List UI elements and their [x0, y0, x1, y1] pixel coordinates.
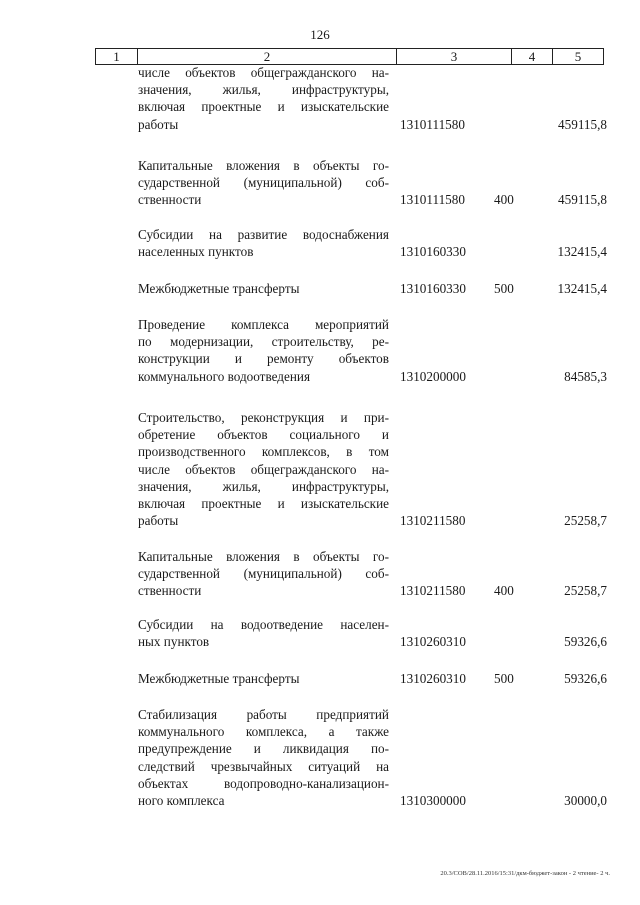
row-description — [138, 616, 389, 650]
row-code: 1310160330 — [400, 281, 466, 296]
row-code: 1310200000 — [400, 368, 466, 384]
description-line: Строительство, реконструкция и при- — [138, 410, 389, 425]
description-line: Капитальные вложения в объекты го- — [138, 158, 389, 173]
row-description — [138, 316, 389, 385]
description-line: включая проектные и изыскательские — [138, 496, 389, 512]
description-line: ственности — [138, 192, 202, 208]
description-line: значения, жилья, инфраструктуры, — [138, 478, 389, 494]
row-code: 1310111580 — [400, 192, 465, 208]
row-expense-type: 400 — [494, 192, 514, 208]
row-code: 1310211580 — [400, 583, 466, 599]
description-line: сударственной (муниципальной) соб- — [138, 175, 389, 191]
description-line: работы — [138, 116, 179, 132]
description-line: Межбюджетные трансферты — [138, 281, 300, 296]
row-amount: 59326,6 — [564, 634, 607, 650]
row-expense-type: 500 — [494, 281, 514, 296]
description-line: ных пунктов — [138, 634, 210, 650]
row-description — [138, 706, 389, 809]
header-col-5: 5 — [552, 49, 603, 64]
row-code: 1310160330 — [400, 244, 466, 260]
description-line: числе объектов общегражданского на- — [138, 461, 389, 477]
page-number: 126 — [310, 27, 330, 42]
row-amount: 132415,4 — [557, 281, 607, 296]
row-description — [138, 64, 389, 133]
row-amount: 459115,8 — [558, 192, 607, 208]
description-line: сударственной (муниципальной) соб- — [138, 566, 389, 582]
description-line: работы — [138, 513, 179, 529]
row-amount: 30000,0 — [564, 793, 607, 808]
description-line: Капитальные вложения в объекты го- — [138, 549, 389, 564]
row-amount: 25258,7 — [564, 513, 607, 529]
row-description — [138, 157, 389, 209]
table-header — [95, 48, 604, 65]
row-description — [138, 280, 389, 297]
row-expense-type: 400 — [494, 583, 514, 599]
description-line: значения, жилья, инфраструктуры, — [138, 82, 389, 98]
description-line: Межбюджетные трансферты — [138, 671, 300, 686]
description-line: объектах водопроводно-канализацион- — [138, 775, 389, 791]
row-amount: 84585,3 — [564, 368, 607, 384]
header-col-4: 4 — [511, 49, 552, 64]
description-line: по модернизации, строительству, ре- — [138, 334, 389, 350]
row-code: 1310111580 — [400, 116, 465, 132]
row-code: 1310300000 — [400, 793, 466, 808]
header-col-1: 1 — [113, 49, 120, 64]
row-code: 1310260310 — [400, 671, 466, 686]
footer-reference: 20.3/СОВ/28.11.2016/15:31/дкм-бюджет-закон - 2 чтение- 2 ч. — [440, 870, 610, 877]
row-description — [138, 548, 389, 600]
description-line: Субсидии на развитие водоснабжения — [138, 227, 389, 242]
description-line: Стабилизация работы предприятий — [138, 707, 389, 722]
row-code: 1310260310 — [400, 634, 466, 650]
row-description — [138, 670, 389, 687]
description-line: предупреждение и ликвидация по- — [138, 741, 389, 757]
description-line: ственности — [138, 583, 202, 599]
description-line: коммунального комплекса, а также — [138, 724, 389, 740]
description-line: конструкции и ремонту объектов — [138, 351, 389, 367]
row-expense-type: 500 — [494, 671, 514, 686]
description-line: обретение объектов социального и — [138, 427, 389, 443]
description-line: коммунального водоотведения — [138, 368, 311, 384]
row-description — [138, 226, 389, 260]
description-line: числе объектов общегражданского на- — [138, 65, 389, 80]
description-line: следствий чрезвычайных ситуаций на — [138, 758, 389, 774]
row-amount: 132415,4 — [557, 244, 607, 260]
header-col-2: 2 — [137, 49, 396, 64]
row-amount: 459115,8 — [558, 116, 607, 132]
description-line: включая проектные и изыскательские — [138, 99, 389, 115]
row-description — [138, 409, 389, 529]
row-amount: 25258,7 — [564, 583, 607, 599]
row-code: 1310211580 — [400, 513, 466, 529]
description-line: производственного комплексов, в том — [138, 444, 389, 460]
description-line: населенных пунктов — [138, 244, 254, 260]
row-amount: 59326,6 — [564, 671, 607, 686]
description-line: ного комплекса — [138, 793, 225, 809]
description-line: Субсидии на водоотведение населен- — [138, 617, 389, 632]
header-col-3: 3 — [396, 49, 511, 64]
description-line: Проведение комплекса мероприятий — [138, 317, 389, 332]
